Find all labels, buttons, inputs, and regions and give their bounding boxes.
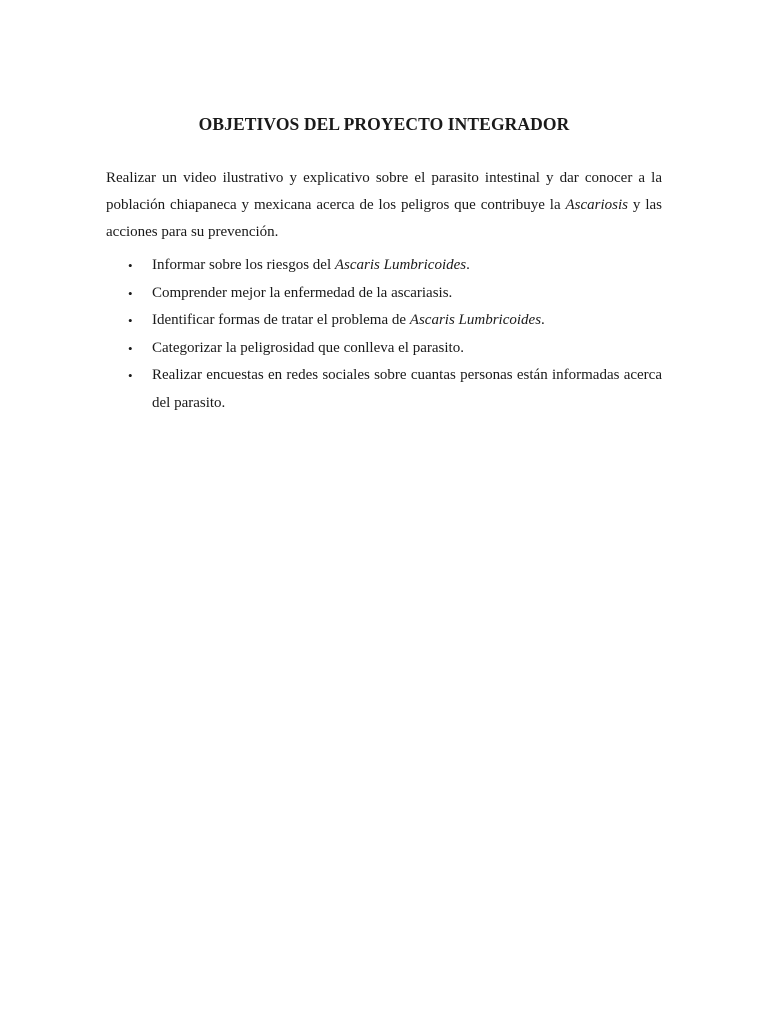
bullet-icon: • <box>128 258 133 273</box>
objective-italic-term: Ascaris Lumbricoides <box>334 257 467 273</box>
objective-item <box>106 335 662 363</box>
objectives-list <box>106 252 662 417</box>
bullet-icon: • <box>128 285 133 301</box>
objective-item <box>106 362 662 417</box>
objective-text: Realizar encuestas en redes sociales sobre cuantas personas están informadas acerca del parasito. <box>152 367 662 411</box>
objective-item <box>106 252 662 280</box>
objective-text-end: . <box>466 257 470 273</box>
bullet-icon: • <box>128 340 133 356</box>
objective-text: Comprender mejor la enfermedad de la ascariasis. <box>152 284 453 301</box>
objective-italic-term: Ascaris Lumbricoides <box>409 312 542 328</box>
bullet-icon: • <box>128 313 133 328</box>
objective-item <box>106 307 662 335</box>
objective-item <box>106 280 662 308</box>
objective-text-end: . <box>541 312 545 328</box>
intro-italic-term: Ascariosis <box>565 197 629 213</box>
intro-paragraph <box>106 165 662 246</box>
page-title: OBJETIVOS DEL PROYECTO INTEGRADOR <box>198 114 570 134</box>
intro-text-end: y las acciones para su prevención. <box>106 197 662 240</box>
bullet-icon: • <box>128 368 133 383</box>
objective-text: Categorizar la peligrosidad que conlleva el parasito. <box>152 339 464 356</box>
intro-text-start: Realizar un video ilustrativo y explicativo sobre el parasito intestinal y dar conocer a la población chiapaneca y mexicana acerca de los peligros que contribuye la <box>106 170 662 213</box>
objective-text: Informar sobre los riesgos del <box>152 257 335 273</box>
objective-text: Identificar formas de tratar el problema de <box>152 312 410 328</box>
